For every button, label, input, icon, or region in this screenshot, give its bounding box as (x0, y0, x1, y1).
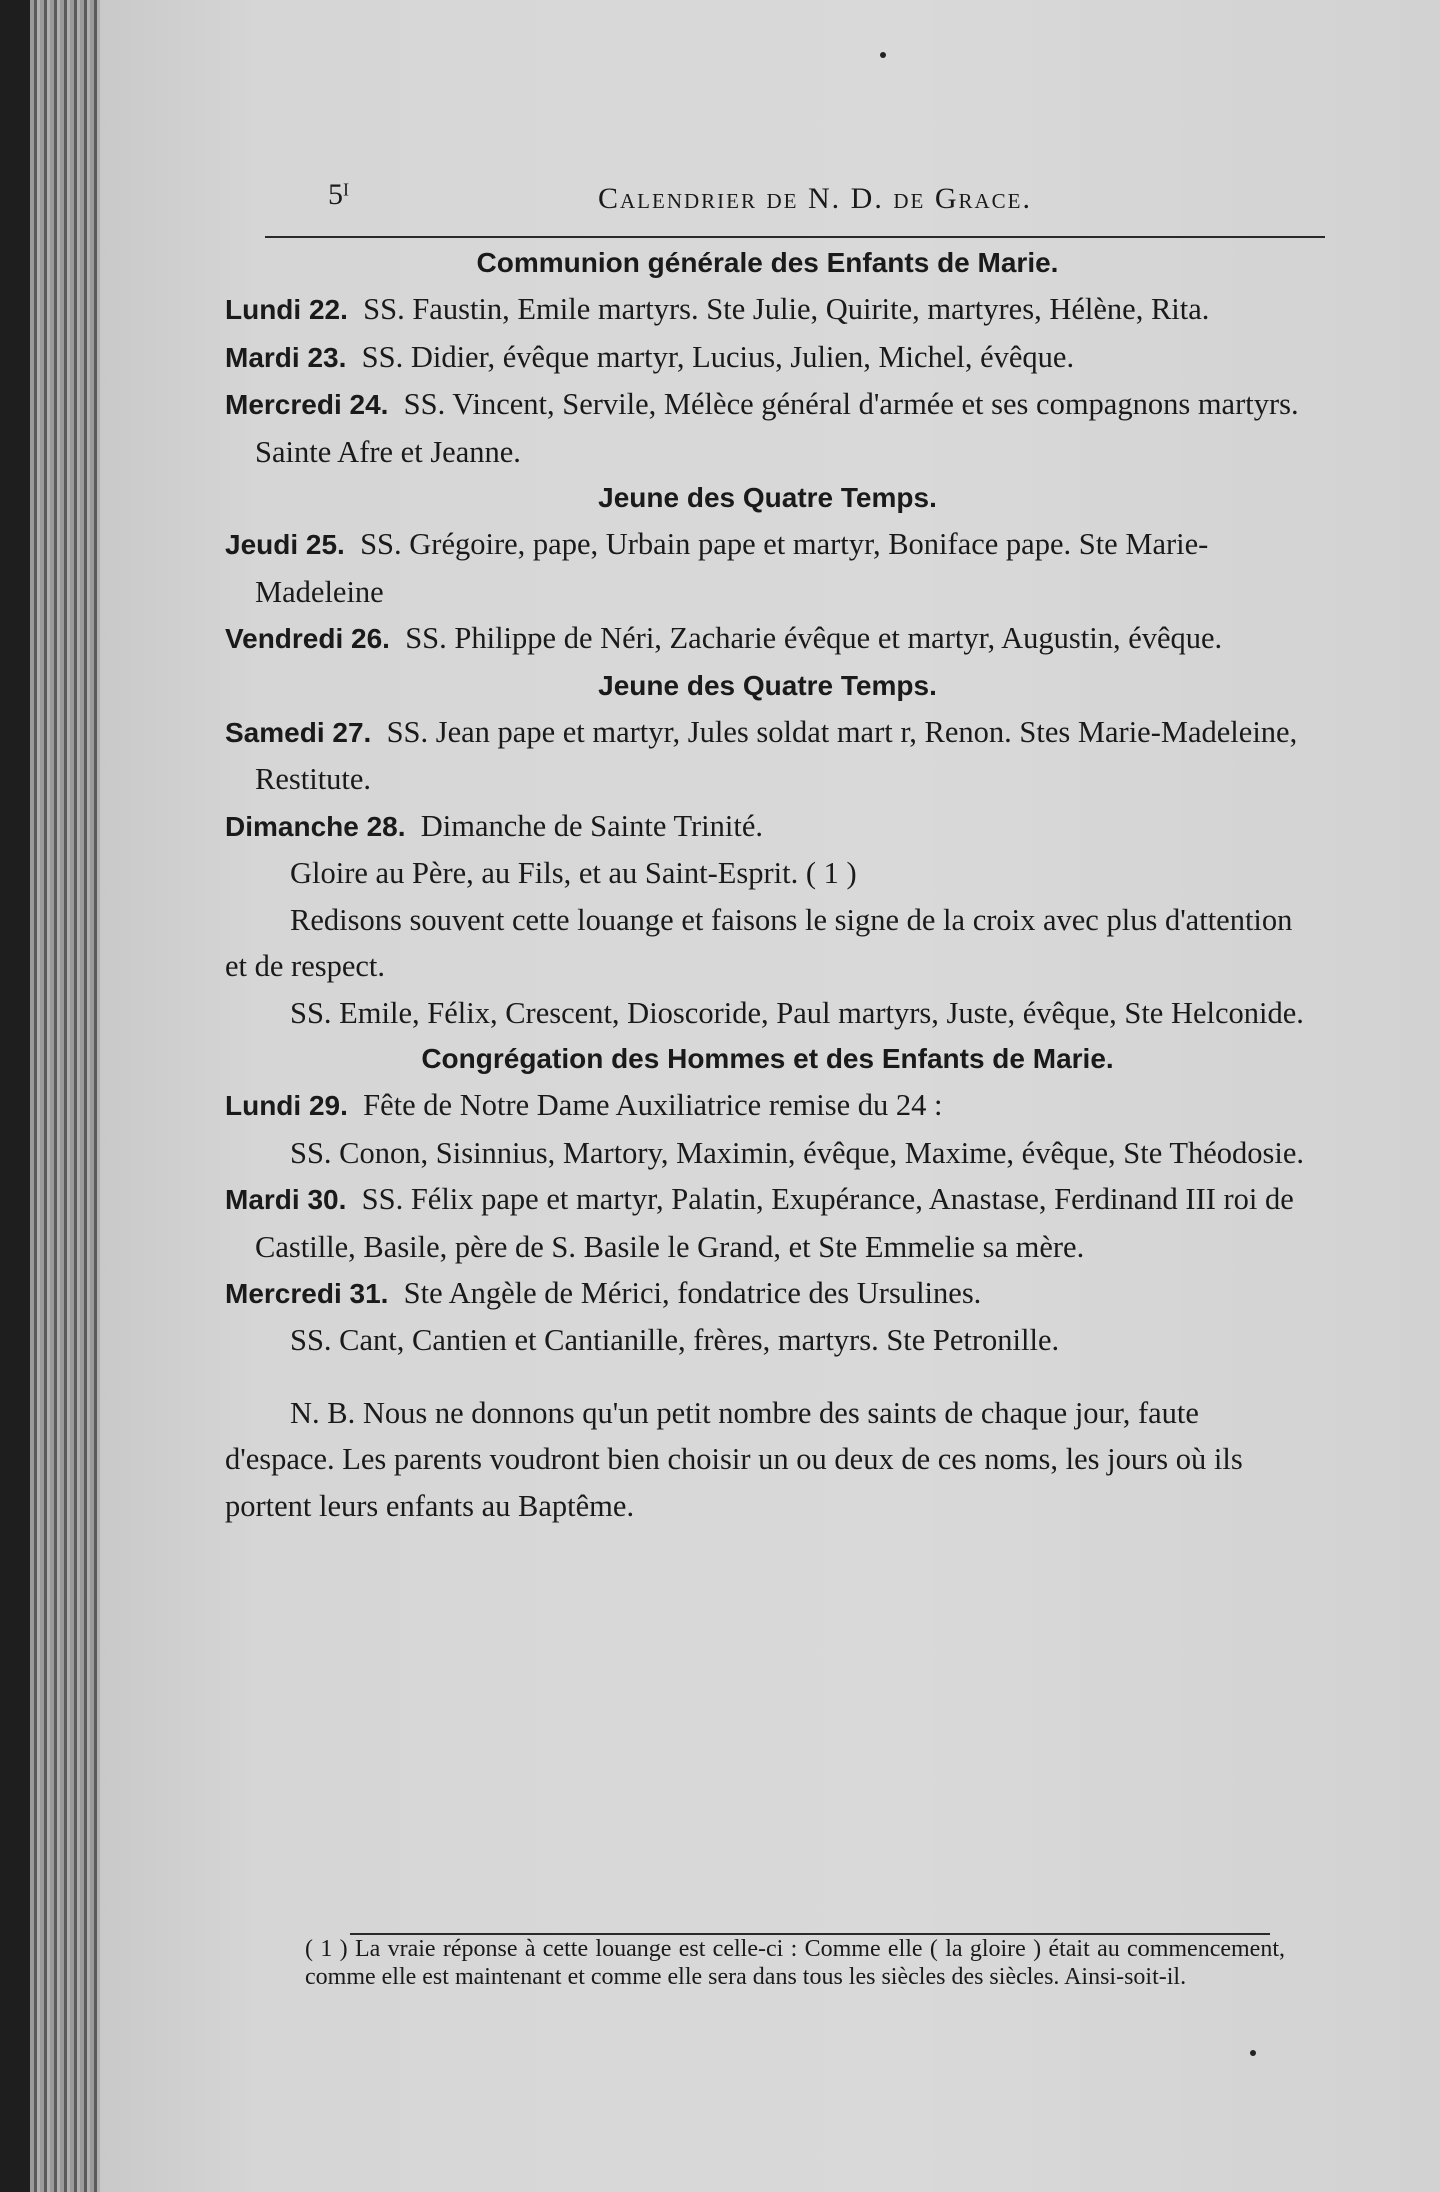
section-heading: Congrégation des Hommes et des Enfants de Marie. (421, 1042, 1114, 1074)
section-heading: Communion générale des Enfants de Marie. (476, 247, 1059, 278)
page-number: 5ᴵ (328, 178, 349, 211)
calendar-body (225, 240, 1310, 1529)
day-label: Jeudi 25. (225, 529, 345, 561)
page-header (308, 176, 1328, 216)
saints-list: Ste Angèle de Mérici, fondatrice des Ursulines. (403, 1275, 982, 1310)
text-paragraph: SS. Conon, Sisinnius, Martory, Maximin, évêque, Maxime, évêque, Ste Théodosie. (290, 1135, 1305, 1170)
text-paragraph: SS. Emile, Félix, Crescent, Dioscoride, Paul martyrs, Juste, évêque, Ste Helconide. (290, 995, 1304, 1030)
day-label: Samedi 27. (225, 717, 372, 749)
book-page (100, 0, 1440, 2192)
saints-list: Fête de Notre Dame Auxiliatrice remise du 24 : (363, 1088, 943, 1123)
text-paragraph: Gloire au Père, au Fils, et au Saint-Esprit. ( 1 ) (290, 856, 857, 891)
page-edges (30, 0, 110, 2192)
section-heading: Jeune des Quatre Temps. (598, 669, 937, 701)
day-label: Dimanche 28. (225, 810, 406, 842)
calendar-day-entry (225, 1176, 1310, 1270)
calendar-day-entry (225, 1082, 1310, 1129)
saints-list: SS. Félix pape et martyr, Palatin, Exupérance, Anastase, Ferdinand III roi de Castille, Basile, père de S. Basile le Grand, et Ste Emmelie sa mère. (255, 1182, 1294, 1264)
calendar-day-entry (225, 286, 1310, 333)
day-label: Mercredi 31. (225, 1277, 389, 1309)
day-label: Lundi 29. (225, 1090, 348, 1122)
saints-list: SS. Vincent, Servile, Mélèce général d'armée et ses compagnons martyrs. Sainte Afre et Jeanne. (255, 387, 1299, 469)
day-label: Lundi 22. (225, 294, 348, 326)
calendar-day-entry (225, 334, 1310, 381)
calendar-day-entry (225, 521, 1310, 615)
saints-list: Dimanche de Sainte Trinité. (420, 808, 764, 843)
calendar-day-entry (225, 1270, 1310, 1317)
saints-list: SS. Faustin, Emile martyrs. Ste Julie, Quirite, martyres, Hélène, Rita. (363, 292, 1210, 327)
calendar-day-entry (225, 803, 1310, 850)
paper-speck (880, 52, 886, 58)
calendar-day-entry (225, 381, 1310, 475)
header-rule (265, 236, 1325, 238)
footnote: ( 1 ) La vraie réponse à cette louange est celle-ci : Comme elle ( la gloire ) était au commencement, comme elle est maintenant et comme elle sera dans tous les siècles des siècles. Ainsi-soit-il. (305, 1936, 1285, 1990)
day-label: Vendredi 26. (225, 623, 390, 655)
text-paragraph: SS. Cant, Cantien et Cantianille, frères, martyrs. Ste Petronille. (290, 1323, 1060, 1358)
saints-list: SS. Philippe de Néri, Zacharie évêque et martyr, Augustin, évêque. (405, 621, 1223, 656)
calendar-day-entry (225, 615, 1310, 662)
paper-speck (1250, 2050, 1256, 2056)
day-label: Mardi 30. (225, 1184, 347, 1216)
calendar-day-entry (225, 709, 1310, 803)
running-title: Calendrier de N. D. de Grace. (598, 182, 1032, 215)
text-paragraph: Redisons souvent cette louange et faisons le signe de la croix avec plus d'attention et de respect. (225, 902, 1293, 984)
saints-list: SS. Grégoire, pape, Urbain pape et martyr, Boniface pape. Ste Marie-Madeleine (255, 527, 1209, 609)
nota-bene: N. B. Nous ne donnons qu'un petit nombre des saints de chaque jour, faute d'espace. Les parents voudront bien choisir un ou deux de ces noms, les jours où ils portent leurs enfants au Baptême. (225, 1395, 1243, 1523)
day-label: Mardi 23. (225, 341, 347, 373)
day-label: Mercredi 24. (225, 389, 389, 421)
section-heading: Jeune des Quatre Temps. (598, 482, 937, 514)
saints-list: SS. Jean pape et martyr, Jules soldat mart r, Renon. Stes Marie-Madeleine, Restitute. (255, 715, 1298, 797)
saints-list: SS. Didier, évêque martyr, Lucius, Julien, Michel, évêque. (361, 339, 1075, 374)
